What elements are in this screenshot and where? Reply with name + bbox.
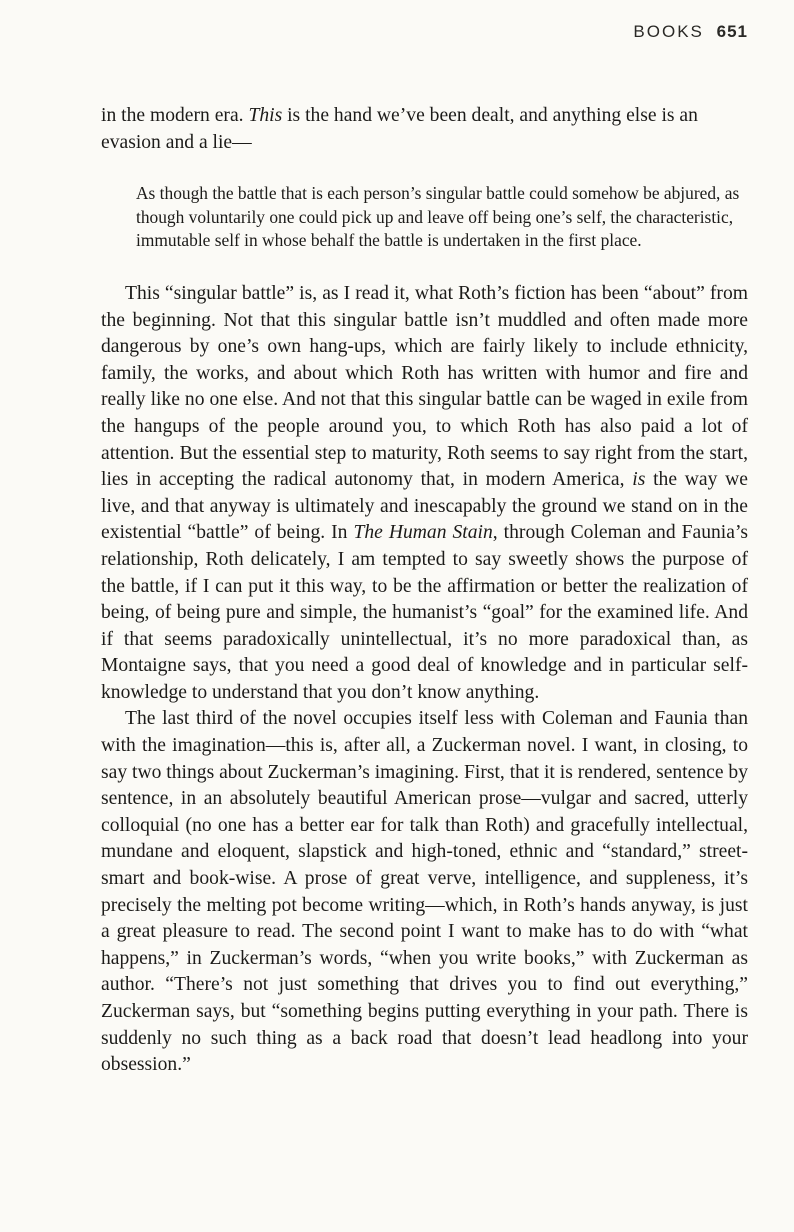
paragraph-singular-battle — [101, 281, 748, 707]
block-quote: As though the battle that is each person’s singular battle could somehow be abjured, as though voluntarily one could pick up and leave off being one’s self, the characteristic, immutable self in whose behalf the battle is undertaken in the first place. — [136, 183, 740, 251]
paragraph-text: in the modern era. — [101, 105, 249, 126]
book-title: The Human Stain — [353, 522, 493, 544]
paragraph-text: the way we live, and that anyway is ultimately and inescapably the ground we stand on in the existential “battle” of being. In — [101, 469, 749, 544]
paragraph-last-third: The last third of the novel occupies itself less with Coleman and Faunia than with the imagination—this is, after all, a Zuckerman novel. I want, in closing, to say two things about Zuckerman’s imagining. First, that it is rendered, sentence by sentence, in an absolutely beautiful American prose—vulgar and sacred, utterly colloquial (no one has a better ear for talk than Roth) and gracefully intellectual, mundane and eloquent, slapstick and high-toned, ethnic and “standard,” street-smart and book-wise. A prose of great verve, intelligence, and suppleness, it’s precisely the melting pot become writing—which, in Roth’s hands anyway, is just a great pleasure to read. The second point I want to make has to do with “what happens,” in Zuckerman’s words, “when you write books,” with Zuckerman as author. “There’s not just something that drives you to find out everything,” Zuckerman says, but “something begins putting everything in your path. There is suddenly no such thing as a back road that doesn’t lead headlong into your obsession.” — [101, 708, 749, 1076]
emphasis-text: This — [248, 105, 283, 126]
emphasis-text: is — [632, 469, 646, 491]
paragraph-continuation — [101, 103, 748, 156]
page-number: 651 — [716, 22, 748, 41]
paragraph-text: This “singular battle” is, as I read it, what Roth’s fiction has been “about” from the beginning. Not that this singular battle isn’t muddled and often made more dangerous by one’s own hang-ups, which are fairly likely to include ethnicity, family, the works, and about which Roth has written with humor and fire and really like no one else. And not that this singular battle can be waged in exile from the hangups of the people around you, to which Roth has also paid a lot of attention. But the essential step to maturity, Roth seems to say right from the start, lies in accepting the radical autonomy that, in modern America, — [101, 282, 748, 491]
section-title: BOOKS — [633, 22, 704, 41]
paragraph-text: , through Coleman and Faunia’s relationship, Roth delicately, I am tempted to say sweetly shows the purpose of the battle, if I can put it this way, to be the affirmation or better the realization of being, of being pure and simple, the humanist’s “goal” for the examined life. And if that seems paradoxically unintellectual, it’s no more paradoxical than, as Montaigne says, that you need a good deal of knowledge and in particular self-knowledge to understand that you don’t know anything. — [101, 522, 749, 703]
paragraph-text: is the hand we’ve been dealt, and anything else is an evasion and a lie— — [101, 105, 698, 153]
page-body — [101, 103, 748, 1079]
running-header — [633, 22, 748, 42]
